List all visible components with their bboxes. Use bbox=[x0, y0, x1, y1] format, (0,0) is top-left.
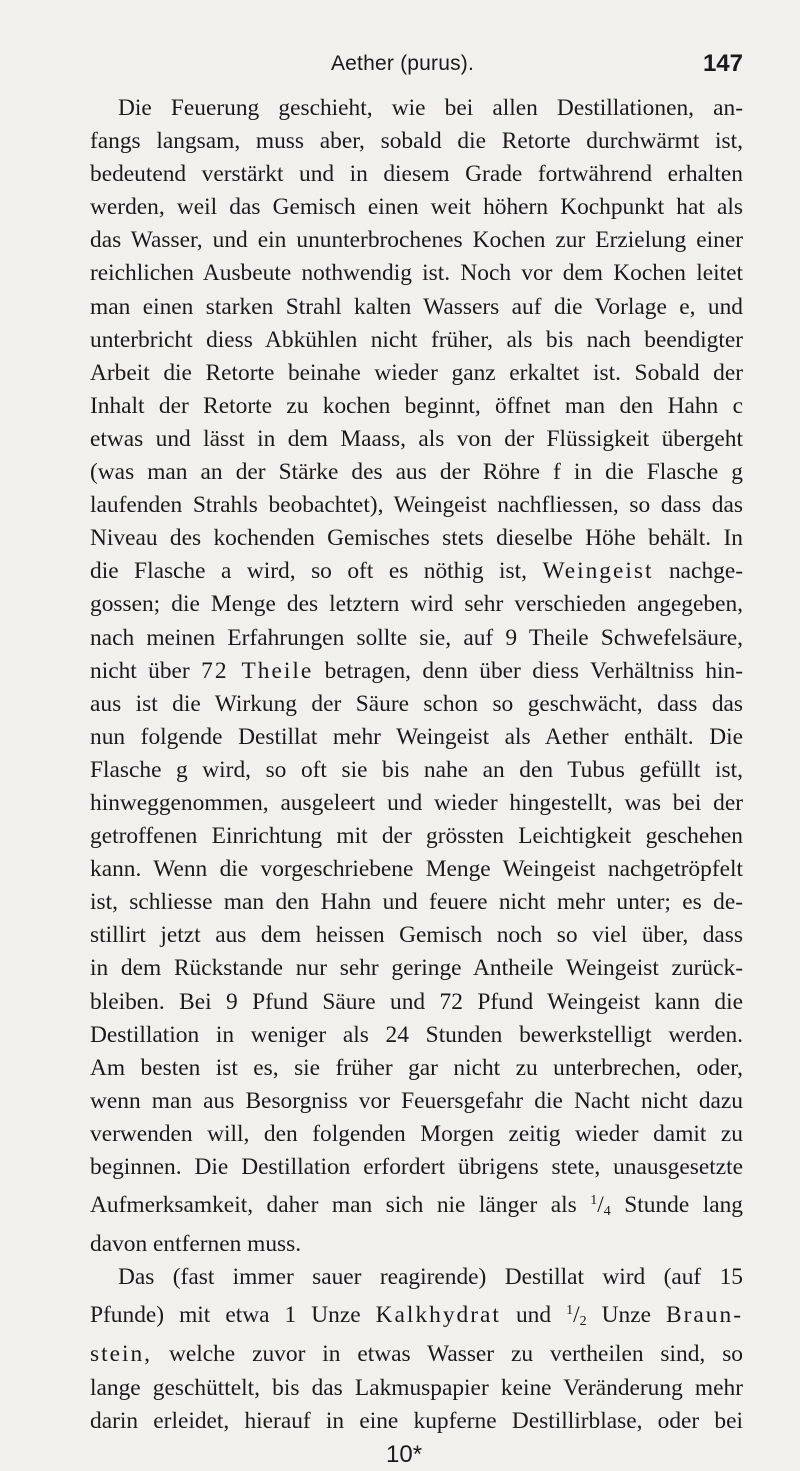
text-line: Destillation in weniger als 24 Stunden bewerkstelligt werden. bbox=[90, 1021, 743, 1048]
text-line: unterbricht diess Abkühlen nicht früher, als bis nach beendigter bbox=[90, 326, 743, 353]
body-text bbox=[62, 92, 743, 1471]
text-line: Arbeit die Retorte beinahe wieder ganz erkaltet ist. Sobald der bbox=[90, 359, 743, 386]
text-line: reichlichen Ausbeute nothwendig ist. Noch vor dem Kochen leitet bbox=[90, 260, 743, 287]
emphasis-kalkhydrat: Kalkhydrat bbox=[375, 1302, 501, 1329]
text-line: wenn man aus Besorgniss vor Feuersgefahr die Nacht nicht dazu bbox=[90, 1087, 743, 1114]
text-segment: nicht über bbox=[90, 657, 190, 684]
text-line: Die Feuerung geschieht, wie bei allen Destillationen, an- bbox=[118, 95, 743, 121]
text-line: kann. Wenn die vorgeschriebene Menge Weingeist nachgetröpfelt bbox=[90, 856, 743, 883]
text-segment: Aufmerksamkeit, daher man sich nie länger als bbox=[90, 1192, 577, 1219]
text-line: fangs langsam, muss aber, sobald die Retorte durchwärmt ist, bbox=[90, 128, 743, 155]
text-line: nach meinen Erfahrungen sollte sie, auf 9 Theile Schwefelsäure, bbox=[90, 624, 743, 651]
text-line: hinweggenommen, ausgeleert und wieder hingestellt, was bei der bbox=[90, 789, 743, 816]
fraction-denominator: 4 bbox=[603, 1204, 611, 1220]
text-line: bleiben. Bei 9 Pfund Säure und 72 Pfund Weingeist kann die bbox=[90, 988, 743, 1015]
text-line: das Wasser, und ein ununterbrochenes Kochen zur Erzielung einer bbox=[90, 227, 743, 254]
text-line: man einen starken Strahl kalten Wassers auf die Vorlage e, und bbox=[90, 293, 743, 320]
text-line: in dem Rückstande nur sehr geringe Antheile Weingeist zurück- bbox=[90, 955, 743, 982]
text-line: laufenden Strahls beobachtet), Weingeist nachfliessen, so dass das bbox=[90, 492, 743, 519]
text-line bbox=[62, 1338, 743, 1371]
fraction-denominator: 2 bbox=[579, 1314, 587, 1330]
text-segment: Pfunde) mit etwa 1 Unze bbox=[90, 1302, 361, 1329]
fraction-half: $^1$/2 bbox=[566, 1302, 587, 1330]
text-line: Am besten ist es, sie früher gar nicht zu unterbrechen, oder, bbox=[90, 1054, 743, 1081]
text-line: stillirt jetzt aus dem heissen Gemisch noch so viel über, dass bbox=[90, 922, 743, 949]
text-segment: Unze bbox=[601, 1302, 651, 1329]
fraction-numerator: 1 bbox=[566, 1303, 574, 1319]
running-head-title: Aether (purus). bbox=[330, 52, 475, 75]
emphasis-braunstein: Braun- bbox=[666, 1302, 743, 1329]
text-line: darin erleidet, hierauf in eine kupferne Destillirblase, oder bei bbox=[90, 1407, 743, 1434]
running-head bbox=[62, 52, 743, 92]
text-line bbox=[62, 1184, 743, 1228]
fraction-numerator: 1 bbox=[590, 1193, 598, 1209]
text-line: lange geschüttelt, bis das Lakmuspapier keine Veränderung mehr bbox=[90, 1374, 743, 1401]
text-line: (was man an der Stärke des aus der Röhre f in die Flasche g bbox=[90, 459, 743, 486]
emphasis-72-theile: 72 Theile bbox=[201, 657, 314, 684]
text-line: gossen; die Menge des letztern wird sehr verschieden angegeben, bbox=[90, 591, 743, 618]
emphasis-weingeist: Weingeist bbox=[542, 558, 654, 585]
text-line: aus ist die Wirkung der Säure schon so geschwächt, dass das bbox=[90, 690, 743, 717]
text-line bbox=[62, 1294, 743, 1338]
text-line: werden, weil das Gemisch einen weit höhern Kochpunkt hat als bbox=[90, 194, 743, 221]
text-segment: und bbox=[515, 1302, 552, 1329]
text-line: davon entfernen muss. bbox=[90, 1231, 302, 1258]
text-line: Niveau des kochenden Gemisches stets dieselbe Höhe behält. In bbox=[90, 525, 743, 552]
fraction-quarter: $^1$/4 bbox=[590, 1192, 611, 1220]
text-line: nun folgende Destillat mehr Weingeist als Aether enthält. Die bbox=[90, 723, 743, 750]
text-segment: die Flasche a wird, so oft es nöthig ist, bbox=[90, 558, 528, 585]
text-line: verwenden will, den folgenden Morgen zeitig wieder damit zu bbox=[90, 1120, 743, 1147]
page-number: 147 bbox=[702, 50, 743, 77]
text-line: Flasche g wird, so oft sie bis nahe an den Tubus gefüllt ist, bbox=[90, 756, 743, 783]
text-line: bedeutend verstärkt und in diesem Grade fortwährend erhalten bbox=[90, 161, 743, 188]
text-segment: welche zuvor in etwas Wasser zu vertheilen sind, so bbox=[168, 1341, 743, 1368]
paragraph-feuerung bbox=[62, 92, 743, 1261]
text-line: Das (fast immer sauer reagirende) Destillat wird (auf 15 bbox=[118, 1264, 743, 1291]
text-line bbox=[62, 655, 743, 688]
text-segment: betragen, denn über diess Verhältniss hin- bbox=[324, 657, 743, 684]
text-segment: nachge- bbox=[668, 558, 744, 585]
text-line: beginnen. Die Destillation erfordert übrigens stete, unausgesetzte bbox=[90, 1154, 743, 1180]
signature-mark: 10* bbox=[386, 1440, 423, 1468]
text-line: getroffenen Einrichtung mit der grössten Leichtigkeit geschehen bbox=[90, 823, 743, 850]
text-line: ist, schliesse man den Hahn und feuere nicht mehr unter; es de- bbox=[90, 889, 743, 916]
text-line bbox=[62, 555, 743, 588]
text-line: Inhalt der Retorte zu kochen beginnt, öffnet man den Hahn c bbox=[90, 392, 743, 419]
paragraph-destillat bbox=[62, 1261, 743, 1437]
text-line: etwas und lässt in dem Maass, als von der Flüssigkeit übergeht bbox=[90, 425, 743, 452]
emphasis-braunstein: stein, bbox=[90, 1341, 153, 1368]
text-segment: Stunde lang bbox=[624, 1192, 743, 1219]
